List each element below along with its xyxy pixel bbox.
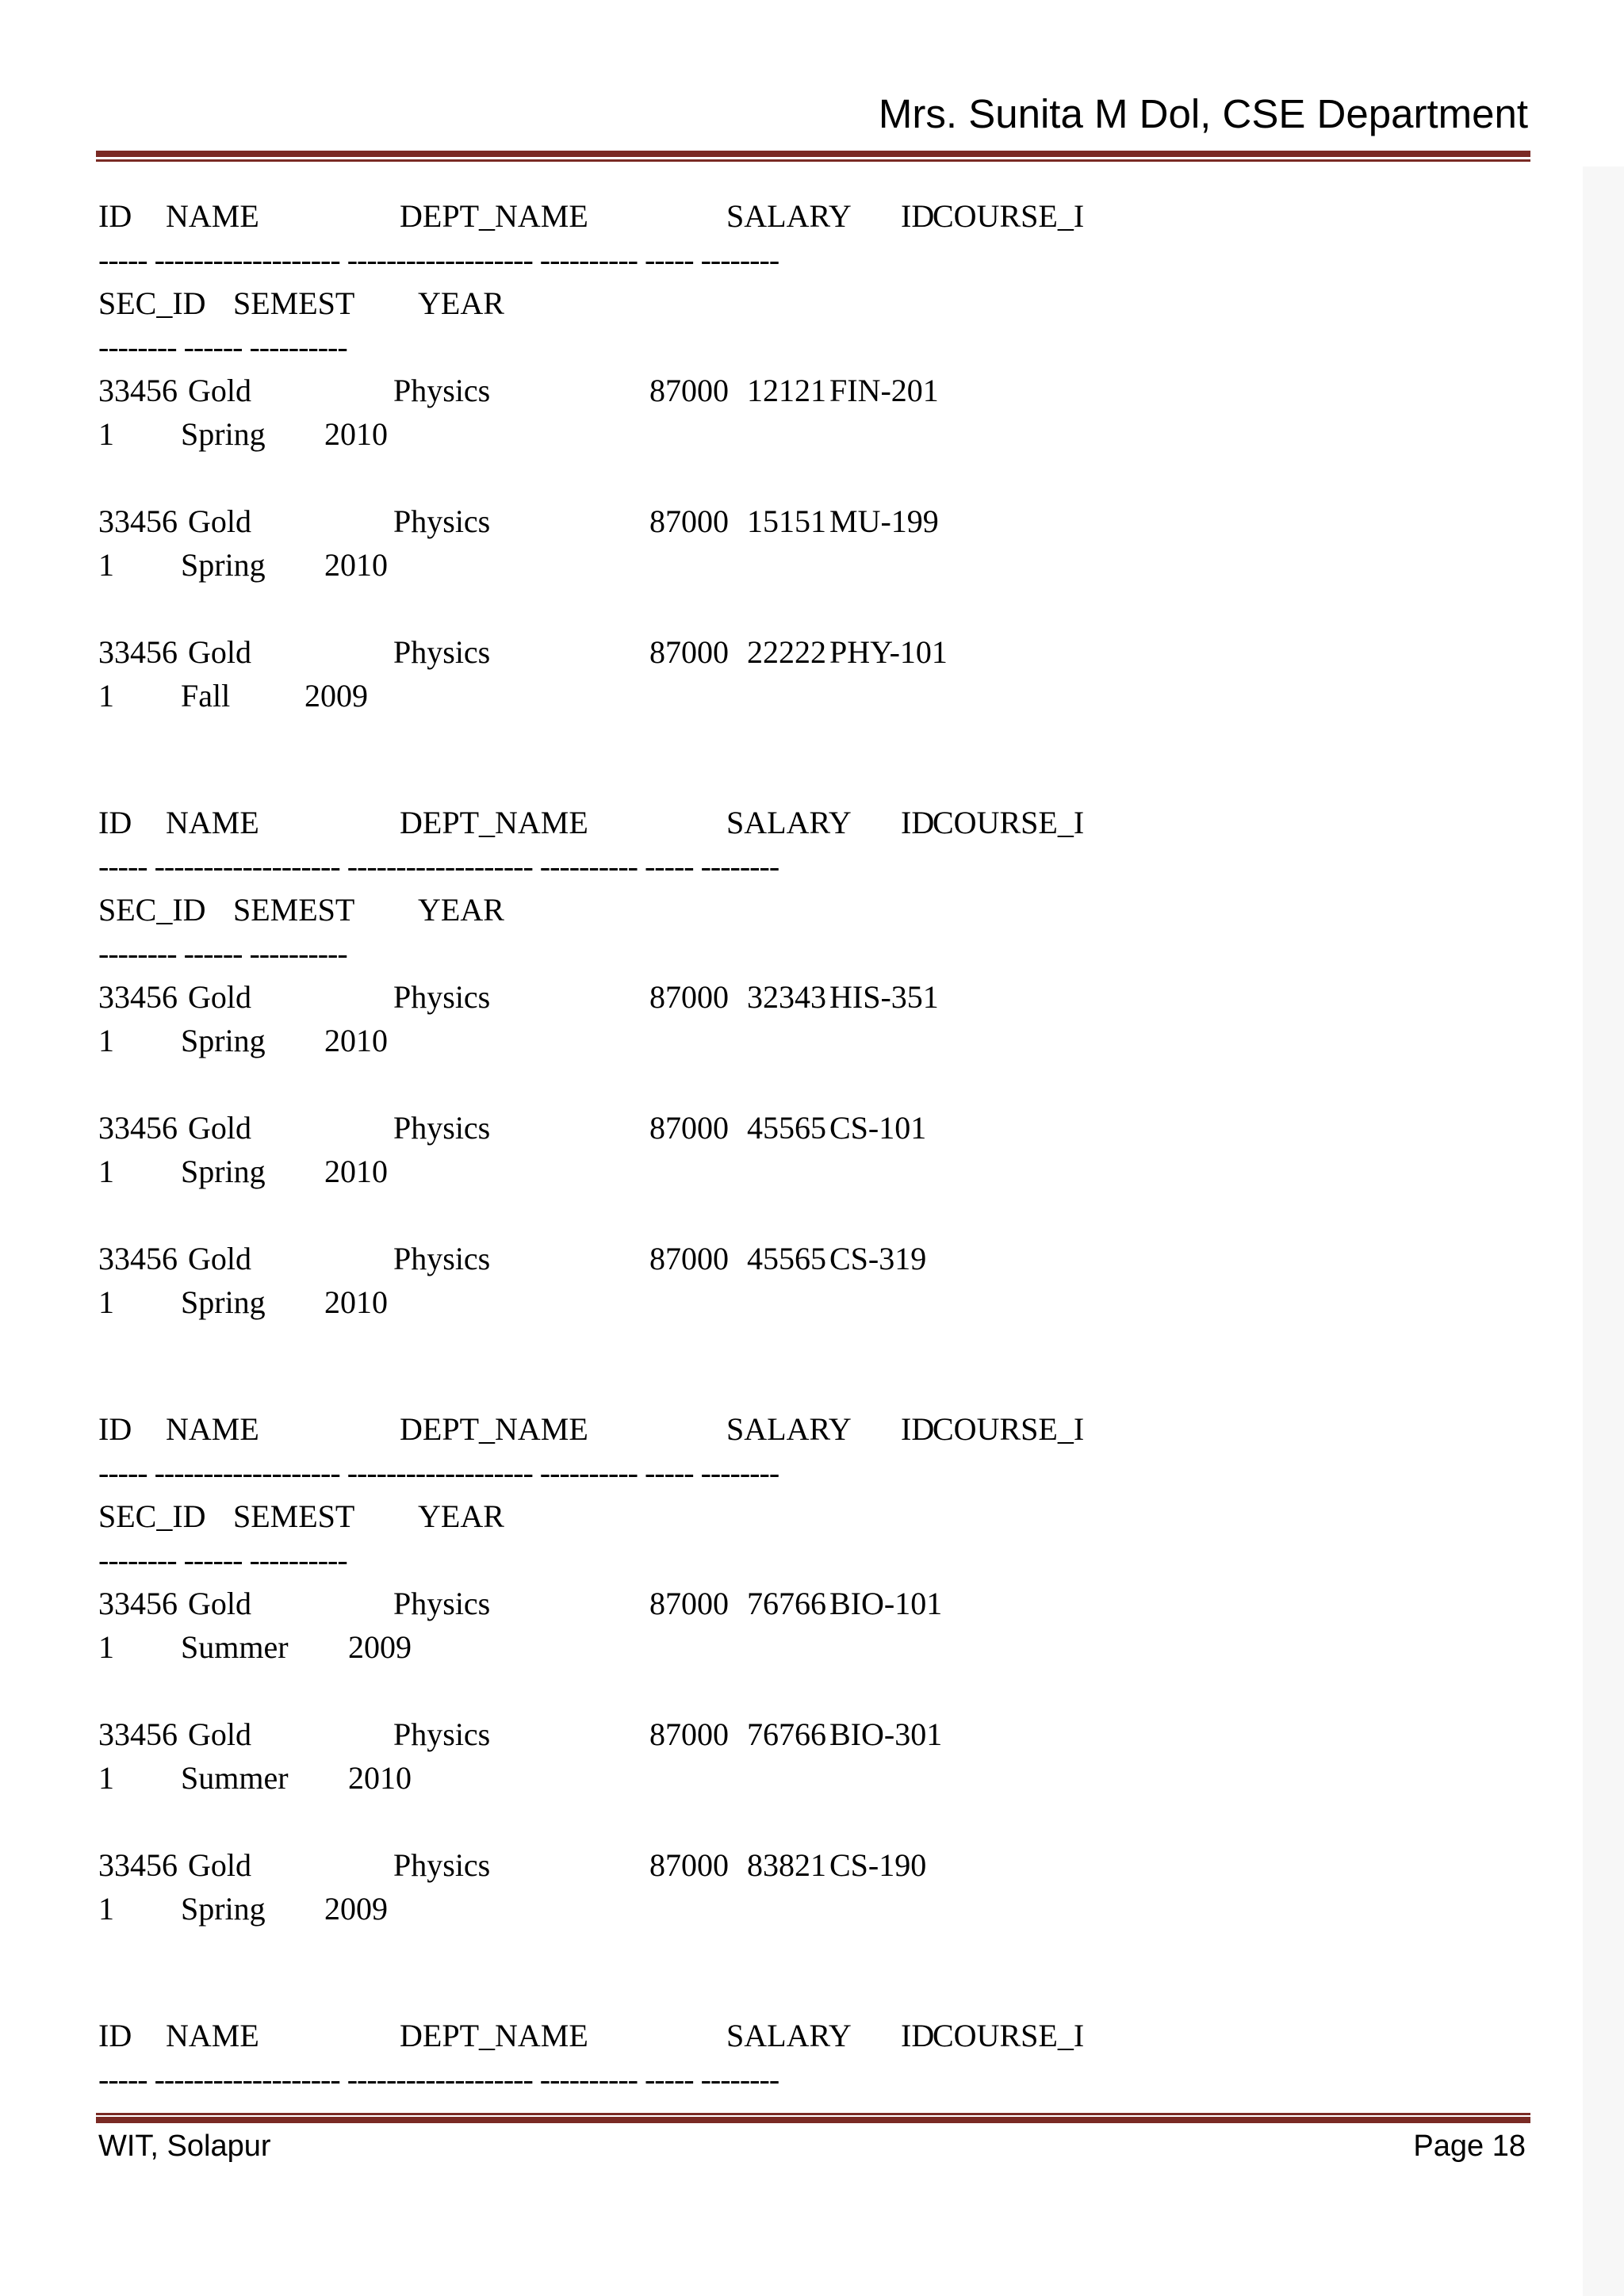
cell-sec-id: 1 bbox=[98, 416, 114, 452]
cell-id: 33456 bbox=[98, 503, 178, 539]
cell-id: 33456 bbox=[98, 1586, 178, 1621]
cell-salary: 87000 bbox=[649, 1716, 729, 1752]
cell-id: 33456 bbox=[98, 979, 178, 1015]
col-salary: SALARY bbox=[726, 2018, 852, 2053]
cell-course: CS-101 bbox=[829, 1110, 927, 1146]
cell-year: 2009 bbox=[304, 678, 368, 714]
cell-id2: 12121 bbox=[747, 373, 826, 408]
cell-dept: Physics bbox=[393, 979, 491, 1015]
cell-semester: Spring bbox=[181, 1284, 266, 1320]
cell-year: 2009 bbox=[324, 1891, 388, 1927]
col-dept-name: DEPT_NAME bbox=[400, 805, 588, 840]
page-edge-shadow bbox=[1583, 166, 1624, 2296]
footer-rule-thin bbox=[96, 2113, 1530, 2115]
cell-semester: Summer bbox=[181, 1760, 289, 1796]
cell-name: Gold bbox=[188, 979, 251, 1015]
cell-sec-id: 1 bbox=[98, 547, 114, 583]
cell-id2: 76766 bbox=[747, 1586, 826, 1621]
cell-dept: Physics bbox=[393, 1716, 491, 1752]
cell-name: Gold bbox=[188, 1847, 251, 1883]
col-course: COURSE_I bbox=[933, 805, 1085, 840]
cell-id2: 45565 bbox=[747, 1110, 826, 1146]
cell-name: Gold bbox=[188, 1110, 251, 1146]
cell-sec-id: 1 bbox=[98, 1629, 114, 1665]
cell-dept: Physics bbox=[393, 1241, 491, 1276]
cell-year: 2010 bbox=[324, 1023, 388, 1058]
cell-course: BIO-301 bbox=[829, 1716, 943, 1752]
cell-sec-id: 1 bbox=[98, 1284, 114, 1320]
cell-id: 33456 bbox=[98, 1110, 178, 1146]
cell-id2: 32343 bbox=[747, 979, 826, 1015]
cell-id: 33456 bbox=[98, 634, 178, 670]
col-year: YEAR bbox=[418, 285, 504, 321]
cell-sec-id: 1 bbox=[98, 678, 114, 714]
col-year: YEAR bbox=[418, 892, 504, 928]
col-semester: SEMEST bbox=[233, 285, 355, 321]
cell-id: 33456 bbox=[98, 373, 178, 408]
col-dept-name: DEPT_NAME bbox=[400, 2018, 588, 2053]
cell-course: PHY-101 bbox=[829, 634, 948, 670]
cell-year: 2010 bbox=[324, 416, 388, 452]
cell-sec-id: 1 bbox=[98, 1023, 114, 1058]
cell-course: BIO-101 bbox=[829, 1586, 943, 1621]
col-sec-id: SEC_ID bbox=[98, 1498, 206, 1534]
separator-line: ----- ------------------- ------------------- ---------- ----- -------- bbox=[98, 242, 779, 277]
cell-semester: Spring bbox=[181, 547, 266, 583]
col-name: NAME bbox=[166, 198, 259, 234]
cell-name: Gold bbox=[188, 1586, 251, 1621]
cell-name: Gold bbox=[188, 1241, 251, 1276]
cell-course: HIS-351 bbox=[829, 979, 939, 1015]
cell-id: 33456 bbox=[98, 1716, 178, 1752]
separator-line: -------- ------ ---------- bbox=[98, 936, 347, 971]
col-semester: SEMEST bbox=[233, 1498, 355, 1534]
cell-year: 2010 bbox=[348, 1760, 412, 1796]
col-course: COURSE_I bbox=[933, 198, 1085, 234]
col-salary: SALARY bbox=[726, 1411, 852, 1447]
col-dept-name: DEPT_NAME bbox=[400, 198, 588, 234]
cell-salary: 87000 bbox=[649, 373, 729, 408]
cell-course: MU-199 bbox=[829, 503, 939, 539]
cell-course: CS-190 bbox=[829, 1847, 927, 1883]
cell-salary: 87000 bbox=[649, 1586, 729, 1621]
col-sec-id: SEC_ID bbox=[98, 892, 206, 928]
col-id2: ID bbox=[901, 1411, 935, 1447]
cell-dept: Physics bbox=[393, 634, 491, 670]
cell-sec-id: 1 bbox=[98, 1891, 114, 1927]
cell-course: CS-319 bbox=[829, 1241, 927, 1276]
footer-page-number: Page 18 bbox=[1413, 2130, 1526, 2163]
cell-year: 2009 bbox=[348, 1629, 412, 1665]
col-id: ID bbox=[98, 2018, 132, 2053]
col-name: NAME bbox=[166, 1411, 259, 1447]
col-year: YEAR bbox=[418, 1498, 504, 1534]
col-semester: SEMEST bbox=[233, 892, 355, 928]
cell-salary: 87000 bbox=[649, 1110, 729, 1146]
page-header-title: Mrs. Sunita M Dol, CSE Department bbox=[878, 91, 1528, 136]
cell-id2: 22222 bbox=[747, 634, 826, 670]
cell-semester: Spring bbox=[181, 1023, 266, 1058]
cell-semester: Fall bbox=[181, 678, 231, 714]
col-id2: ID bbox=[901, 2018, 935, 2053]
col-name: NAME bbox=[166, 805, 259, 840]
col-id: ID bbox=[98, 805, 132, 840]
col-course: COURSE_I bbox=[933, 2018, 1085, 2053]
cell-sec-id: 1 bbox=[98, 1154, 114, 1189]
cell-dept: Physics bbox=[393, 503, 491, 539]
cell-semester: Summer bbox=[181, 1629, 289, 1665]
col-id: ID bbox=[98, 198, 132, 234]
header-rule-thin bbox=[96, 159, 1530, 162]
col-dept-name: DEPT_NAME bbox=[400, 1411, 588, 1447]
cell-year: 2010 bbox=[324, 1284, 388, 1320]
cell-dept: Physics bbox=[393, 373, 491, 408]
cell-id2: 45565 bbox=[747, 1241, 826, 1276]
cell-salary: 87000 bbox=[649, 503, 729, 539]
col-name: NAME bbox=[166, 2018, 259, 2053]
footer-institution: WIT, Solapur bbox=[98, 2130, 271, 2163]
cell-id: 33456 bbox=[98, 1847, 178, 1883]
cell-salary: 87000 bbox=[649, 979, 729, 1015]
separator-line: ----- ------------------- ------------------- ---------- ----- -------- bbox=[98, 848, 779, 884]
separator-line: -------- ------ ---------- bbox=[98, 1542, 347, 1578]
footer-rule-thick bbox=[96, 2117, 1530, 2123]
col-id2: ID bbox=[901, 805, 935, 840]
cell-name: Gold bbox=[188, 1716, 251, 1752]
col-id: ID bbox=[98, 1411, 132, 1447]
cell-id2: 15151 bbox=[747, 503, 826, 539]
cell-id2: 76766 bbox=[747, 1716, 826, 1752]
separator-line: ----- ------------------- ------------------- ---------- ----- -------- bbox=[98, 1455, 779, 1490]
col-id2: ID bbox=[901, 198, 935, 234]
cell-year: 2010 bbox=[324, 1154, 388, 1189]
cell-semester: Spring bbox=[181, 1154, 266, 1189]
cell-salary: 87000 bbox=[649, 634, 729, 670]
cell-course: FIN-201 bbox=[829, 373, 939, 408]
cell-name: Gold bbox=[188, 503, 251, 539]
cell-salary: 87000 bbox=[649, 1847, 729, 1883]
col-course: COURSE_I bbox=[933, 1411, 1085, 1447]
header-rule-thick bbox=[96, 151, 1530, 157]
cell-salary: 87000 bbox=[649, 1241, 729, 1276]
cell-name: Gold bbox=[188, 373, 251, 408]
cell-sec-id: 1 bbox=[98, 1760, 114, 1796]
cell-dept: Physics bbox=[393, 1110, 491, 1146]
cell-dept: Physics bbox=[393, 1847, 491, 1883]
separator-line: -------- ------ ---------- bbox=[98, 329, 347, 365]
col-salary: SALARY bbox=[726, 805, 852, 840]
cell-id: 33456 bbox=[98, 1241, 178, 1276]
cell-year: 2010 bbox=[324, 547, 388, 583]
cell-id2: 83821 bbox=[747, 1847, 826, 1883]
cell-semester: Spring bbox=[181, 416, 266, 452]
col-sec-id: SEC_ID bbox=[98, 285, 206, 321]
col-salary: SALARY bbox=[726, 198, 852, 234]
cell-semester: Spring bbox=[181, 1891, 266, 1927]
cell-dept: Physics bbox=[393, 1586, 491, 1621]
separator-line: ----- ------------------- ------------------- ---------- ----- -------- bbox=[98, 2061, 779, 2097]
cell-name: Gold bbox=[188, 634, 251, 670]
